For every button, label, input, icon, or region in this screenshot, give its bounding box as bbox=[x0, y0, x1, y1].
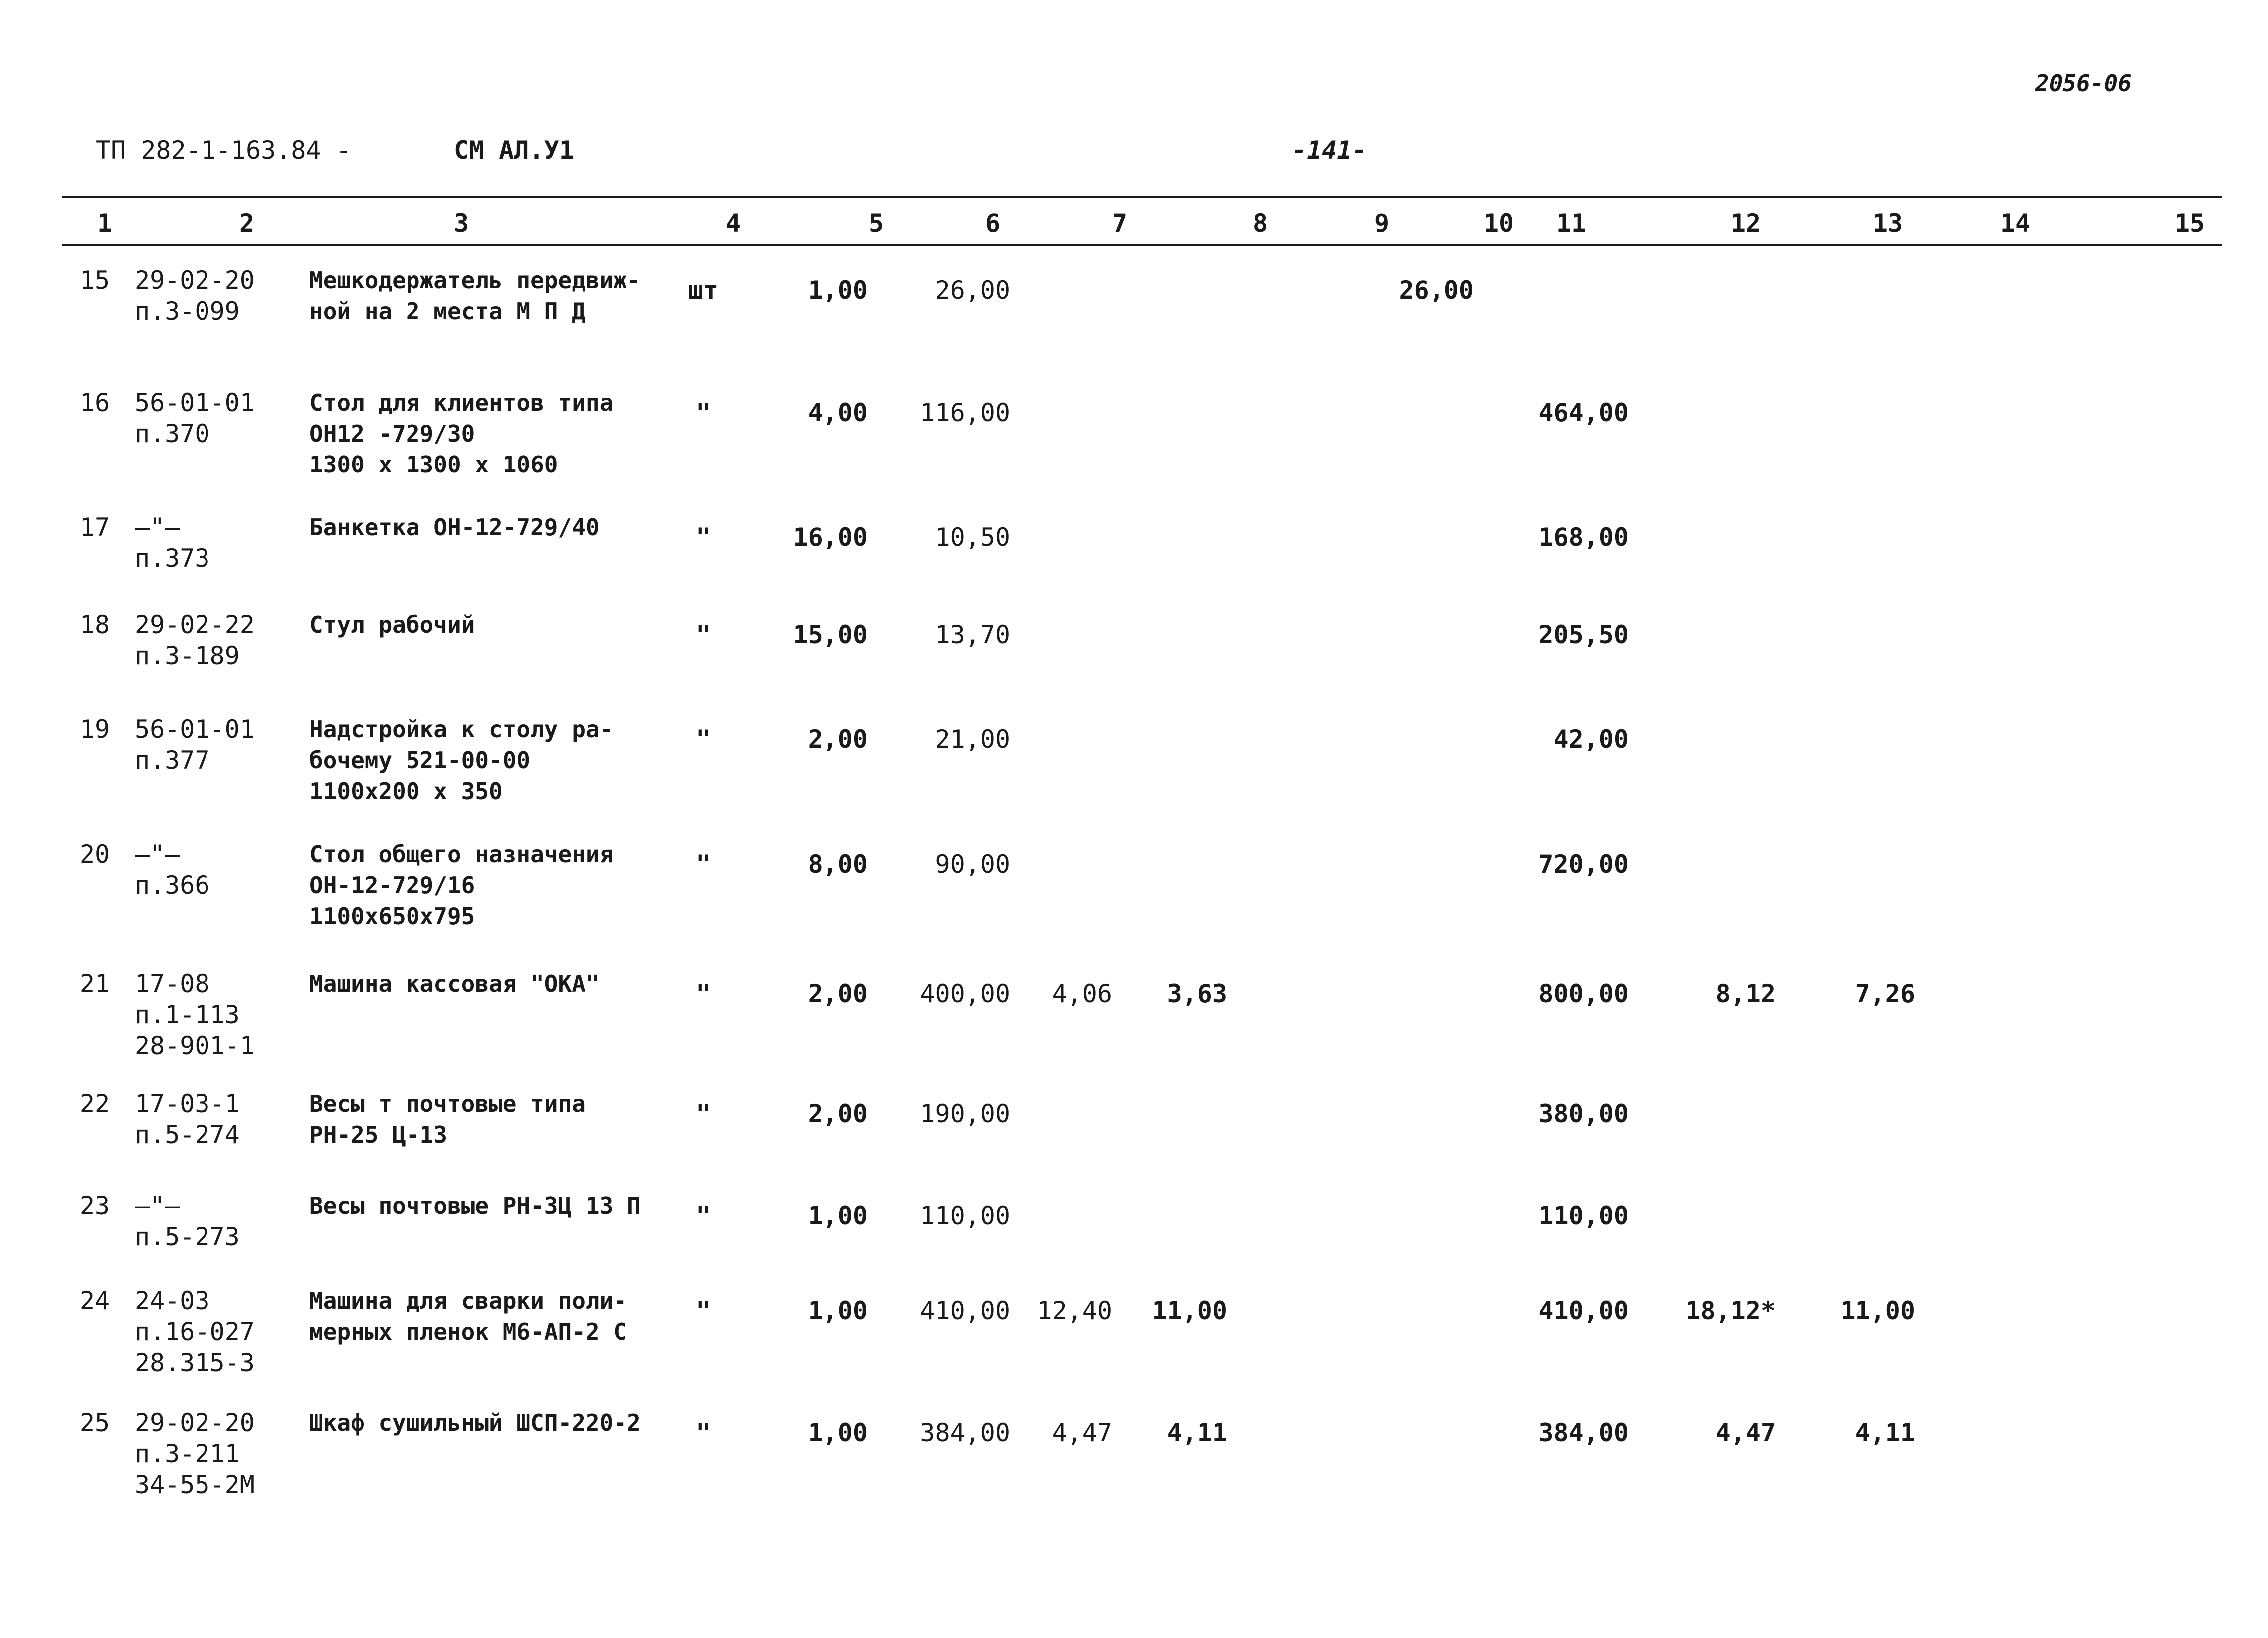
cell-c6: 190,00 bbox=[920, 1099, 1010, 1128]
cell-c5: 2,00 bbox=[808, 725, 868, 754]
cell-c11: 384,00 bbox=[1538, 1418, 1629, 1447]
cell-c5: 1,00 bbox=[808, 1296, 868, 1325]
column-number-8: 8 bbox=[1252, 209, 1268, 237]
cell-code: —"— bbox=[135, 513, 180, 542]
corner-mark: 2056-06 bbox=[2035, 70, 2132, 97]
cell-no: 25 bbox=[79, 1408, 110, 1437]
cell-c12: 4,47 bbox=[1715, 1418, 1776, 1447]
cell-no: 18 bbox=[79, 610, 110, 639]
cell-name: бочему 521-00-00 bbox=[309, 747, 531, 774]
column-number-6: 6 bbox=[985, 209, 1001, 237]
column-number-12: 12 bbox=[1730, 209, 1761, 237]
cell-code: 34-55-2М bbox=[135, 1470, 255, 1499]
sheet-code: СМ АЛ.У1 bbox=[454, 136, 574, 165]
column-number-5: 5 bbox=[868, 209, 884, 237]
cell-unit: " bbox=[695, 979, 711, 1008]
cell-unit: " bbox=[695, 1418, 711, 1447]
cell-c5: 2,00 bbox=[808, 1099, 868, 1128]
cell-code: 28-901-1 bbox=[135, 1031, 255, 1060]
cell-name: РН-25 Ц-13 bbox=[309, 1121, 447, 1148]
cell-name: Машина для сварки поли- bbox=[309, 1287, 627, 1314]
column-number-15: 15 bbox=[2174, 209, 2205, 237]
cell-no: 15 bbox=[79, 266, 110, 295]
cell-name: Мешкодержатель передвиж- bbox=[309, 267, 641, 294]
cell-no: 16 bbox=[79, 388, 110, 417]
cell-c9: 26,00 bbox=[1399, 276, 1474, 305]
cell-c5: 2,00 bbox=[808, 979, 868, 1008]
cell-c11: 168,00 bbox=[1538, 523, 1629, 552]
cell-no: 19 bbox=[79, 715, 110, 744]
cell-unit: " bbox=[695, 725, 711, 754]
cell-code: 29-02-22 bbox=[135, 610, 255, 639]
cell-c7: 12,40 bbox=[1037, 1296, 1112, 1325]
cell-c11: 205,50 bbox=[1538, 620, 1629, 649]
header-rule-top bbox=[62, 196, 2222, 198]
cell-code: п.5-273 bbox=[135, 1222, 240, 1251]
cell-name: Весы почтовые РН-3Ц 13 П bbox=[309, 1192, 641, 1219]
cell-code: п.5-274 bbox=[135, 1120, 240, 1149]
cell-code: —"— bbox=[135, 1191, 180, 1220]
cell-name: мерных пленок М6-АП-2 С bbox=[309, 1318, 627, 1345]
cell-code: п.16-027 bbox=[135, 1317, 255, 1346]
cell-unit: " bbox=[695, 850, 711, 879]
column-number-3: 3 bbox=[453, 209, 469, 237]
cell-c12: 8,12 bbox=[1715, 979, 1776, 1008]
cell-c6: 384,00 bbox=[920, 1418, 1010, 1447]
cell-code: 17-03-1 bbox=[135, 1089, 240, 1118]
cell-c6: 90,00 bbox=[935, 850, 1010, 879]
cell-code: —"— bbox=[135, 840, 180, 869]
column-number-2: 2 bbox=[239, 209, 255, 237]
cell-name: Машина кассовая "ОКА" bbox=[309, 970, 600, 997]
cell-c8: 3,63 bbox=[1167, 979, 1227, 1008]
cell-c5: 8,00 bbox=[808, 850, 868, 879]
cell-code: п.3-189 bbox=[135, 641, 240, 670]
cell-name: Банкетка ОН-12-729/40 bbox=[309, 514, 600, 541]
column-number-11: 11 bbox=[1556, 209, 1587, 237]
cell-name: ОН-12-729/16 bbox=[309, 872, 475, 899]
cell-name: Шкаф сушильный ШСП-220-2 bbox=[309, 1409, 641, 1436]
cell-code: п.1-113 bbox=[135, 1000, 240, 1029]
cell-code: п.377 bbox=[135, 746, 210, 775]
cell-unit: шт bbox=[688, 276, 719, 305]
cell-c6: 410,00 bbox=[920, 1296, 1010, 1325]
cell-no: 21 bbox=[79, 969, 110, 998]
cell-c5: 1,00 bbox=[808, 1201, 868, 1230]
cell-c5: 15,00 bbox=[793, 620, 868, 649]
cell-unit: " bbox=[695, 1099, 711, 1128]
cell-name: ной на 2 места М П Д bbox=[309, 298, 586, 325]
column-number-7: 7 bbox=[1112, 209, 1128, 237]
document-code: ТП 282-1-163.84 - bbox=[96, 136, 351, 165]
header-rule-bottom bbox=[62, 244, 2222, 246]
cell-c6: 110,00 bbox=[920, 1201, 1010, 1230]
cell-no: 23 bbox=[79, 1191, 110, 1220]
cell-c13: 4,11 bbox=[1855, 1418, 1915, 1447]
cell-c11: 410,00 bbox=[1538, 1296, 1629, 1325]
cell-code: 17-08 bbox=[135, 969, 210, 998]
column-number-9: 9 bbox=[1374, 209, 1390, 237]
cell-code: 29-02-20 bbox=[135, 1408, 255, 1437]
cell-c6: 26,00 bbox=[935, 276, 1010, 305]
cell-unit: " bbox=[695, 620, 711, 649]
cell-code: 24-03 bbox=[135, 1286, 210, 1315]
cell-unit: " bbox=[695, 398, 711, 427]
cell-c8: 4,11 bbox=[1167, 1418, 1227, 1447]
cell-code: 56-01-01 bbox=[135, 388, 255, 417]
cell-no: 22 bbox=[79, 1089, 110, 1118]
cell-code: п.373 bbox=[135, 544, 210, 573]
cell-code: 28.315-3 bbox=[135, 1348, 255, 1377]
cell-c8: 11,00 bbox=[1152, 1296, 1227, 1325]
cell-c6: 10,50 bbox=[935, 523, 1010, 552]
cell-c5: 4,00 bbox=[808, 398, 868, 427]
cell-c11: 800,00 bbox=[1538, 979, 1629, 1008]
cell-name: Стул рабочий bbox=[309, 611, 475, 638]
cell-c6: 21,00 bbox=[935, 725, 1010, 754]
cell-name: Весы т почтовые типа bbox=[309, 1090, 586, 1117]
cell-code: п.370 bbox=[135, 419, 210, 448]
cell-c13: 7,26 bbox=[1855, 979, 1915, 1008]
cell-code: п.366 bbox=[135, 871, 210, 900]
cell-code: 56-01-01 bbox=[135, 715, 255, 744]
cell-c6: 116,00 bbox=[920, 398, 1010, 427]
cell-name: 1100х650х795 bbox=[309, 903, 475, 930]
cell-no: 20 bbox=[79, 840, 110, 869]
cell-code: 29-02-20 bbox=[135, 266, 255, 295]
cell-c5: 1,00 bbox=[808, 276, 868, 305]
cell-c7: 4,06 bbox=[1052, 979, 1112, 1008]
cell-c11: 110,00 bbox=[1538, 1201, 1629, 1230]
cell-code: п.3-099 bbox=[135, 297, 240, 326]
cell-unit: " bbox=[695, 1296, 711, 1325]
column-number-1: 1 bbox=[97, 209, 113, 237]
cell-unit: " bbox=[695, 1201, 711, 1230]
page-number: -141- bbox=[1292, 136, 1367, 165]
cell-c11: 720,00 bbox=[1538, 850, 1629, 879]
cell-name: 1100х200 х 350 bbox=[309, 778, 503, 805]
column-number-14: 14 bbox=[2000, 209, 2031, 237]
cell-no: 17 bbox=[79, 513, 110, 542]
cell-no: 24 bbox=[79, 1286, 110, 1315]
cell-name: Стол общего назначения bbox=[309, 841, 614, 868]
cell-c11: 464,00 bbox=[1538, 398, 1629, 427]
column-number-4: 4 bbox=[725, 209, 741, 237]
cell-c11: 42,00 bbox=[1553, 725, 1629, 754]
cell-c7: 4,47 bbox=[1052, 1418, 1112, 1447]
cell-name: Надстройка к столу ра- bbox=[309, 716, 614, 743]
cell-c11: 380,00 bbox=[1538, 1099, 1629, 1128]
cell-code: п.3-211 bbox=[135, 1439, 240, 1468]
cell-c5: 16,00 bbox=[793, 523, 868, 552]
column-number-13: 13 bbox=[1872, 209, 1903, 237]
cell-name: 1300 х 1300 х 1060 bbox=[309, 451, 558, 478]
cell-c13: 11,00 bbox=[1840, 1296, 1915, 1325]
cell-c5: 1,00 bbox=[808, 1418, 868, 1447]
cell-c12: 18,12* bbox=[1685, 1296, 1776, 1325]
cell-unit: " bbox=[695, 523, 711, 552]
column-number-10: 10 bbox=[1483, 209, 1514, 237]
cell-name: ОН12 -729/30 bbox=[309, 420, 475, 447]
cell-c6: 13,70 bbox=[935, 620, 1010, 649]
cell-c6: 400,00 bbox=[920, 979, 1010, 1008]
cell-name: Стол для клиентов типа bbox=[309, 389, 614, 416]
